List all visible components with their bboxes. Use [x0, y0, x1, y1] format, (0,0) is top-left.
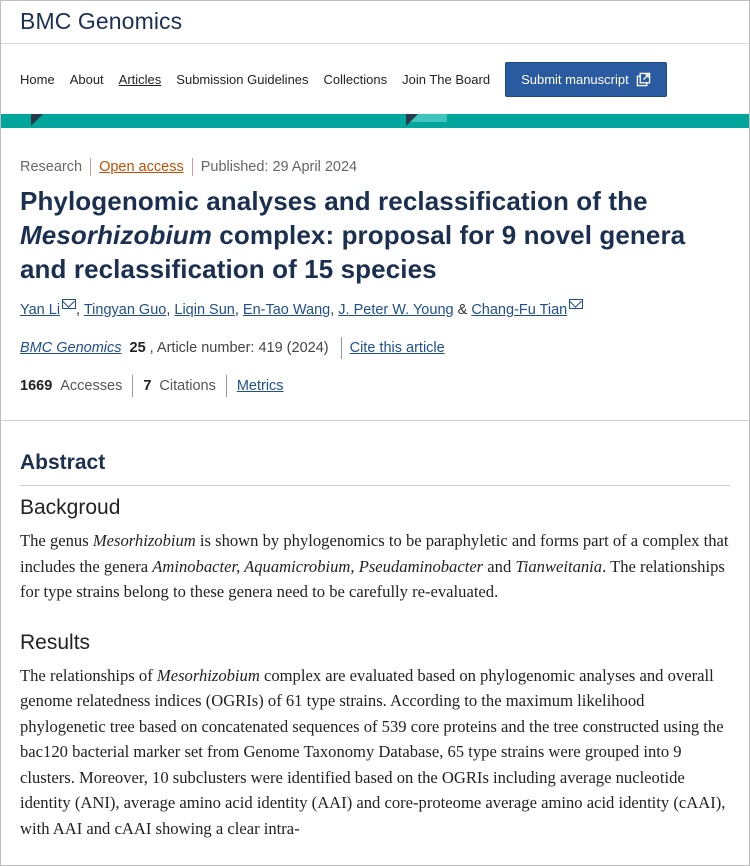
metrics-separator	[226, 375, 227, 397]
author-ampersand: &	[457, 302, 468, 318]
article-content	[1, 158, 749, 841]
accesses-count: 1669	[20, 378, 53, 394]
article-meta	[20, 158, 730, 176]
citations-label: Citations	[159, 378, 216, 394]
article-title	[20, 184, 730, 286]
external-link-icon	[636, 72, 651, 87]
metrics-link[interactable]: Metrics	[236, 378, 284, 394]
author-link[interactable]: Chang-Fu Tian	[471, 302, 568, 318]
italic-run: Aminobacter, Aquamicrobium, Pseudaminobacter	[152, 556, 484, 576]
abstract-heading: Abstract	[20, 451, 730, 486]
band-notch-middle	[406, 114, 418, 126]
section-divider	[1, 420, 749, 421]
site-header	[1, 1, 749, 44]
decorative-band	[1, 114, 749, 128]
accesses-label: Accesses	[60, 378, 123, 394]
citation-volume: 25	[129, 340, 146, 356]
text-run: The genus	[20, 531, 93, 550]
citations-count: 7	[143, 378, 152, 394]
title-part-1: Phylogenomic analyses and reclassification of the	[20, 186, 648, 216]
author-link[interactable]: En-Tao Wang	[242, 302, 331, 318]
nav-collections[interactable]: Collections	[323, 71, 388, 87]
nav-articles[interactable]: Articles	[118, 71, 162, 87]
email-icon[interactable]	[62, 299, 76, 309]
nav-about[interactable]: About	[69, 71, 104, 87]
open-access-link[interactable]: Open access	[99, 159, 184, 175]
submit-manuscript-button[interactable]	[505, 62, 667, 97]
text-run: complex are evaluated based on phylogenomic analyses and overall genome relatedness indices (OGRIs) of 61 type strains. According to the maximum likelihood phylogenetic tree based on concatenated sequences of 539 core proteins and the tree constructed using the bac120 bacterial marker set from Genome Taxonomy Database, 65 type strains were grouped into 9 clusters. Moreover, 10 subclusters were identified based on the OGRIs including average nucleotide identity (ANI), average amino acid identity (AAI) and core-proteome average amino acid identity (cAAI), with AAI and cAAI showing a clear intra-	[20, 665, 726, 838]
email-icon[interactable]	[569, 299, 583, 309]
text-run: . The relationships for type strains belong to these genera need to be carefully re-evaluated.	[20, 556, 725, 601]
meta-separator	[192, 158, 193, 176]
title-part-2: complex: proposal for 9 novel genera and reclassification of 15 species	[20, 220, 686, 284]
results-heading: Results	[20, 630, 91, 654]
metrics-separator	[132, 375, 133, 397]
italic-run: Mesorhizobium	[156, 665, 260, 685]
background-paragraph	[20, 528, 730, 605]
author-link[interactable]: Liqin Sun	[174, 302, 235, 318]
main-nav	[1, 44, 749, 114]
author-link[interactable]: Tingyan Guo	[83, 302, 167, 318]
text-run: The relationships of	[20, 665, 157, 685]
cite-this-article-link[interactable]: Cite this article	[349, 340, 445, 356]
citation-separator	[341, 337, 342, 359]
text-run: is shown by phylogenomics to be paraphyletic and forms part of a complex that includes the genera	[20, 531, 729, 576]
journal-logo[interactable]: BMC Genomics	[20, 8, 183, 34]
published-date: Published: 29 April 2024	[200, 159, 358, 175]
text-run: and	[483, 556, 516, 576]
meta-separator	[90, 158, 91, 176]
citation-line	[20, 337, 730, 359]
nav-join-the-board[interactable]: Join The Board	[402, 71, 491, 87]
results-paragraph	[20, 663, 730, 842]
background-heading: Backgroud	[20, 496, 121, 519]
title-italic: Mesorhizobium	[20, 220, 212, 250]
author-link[interactable]: Yan Li	[20, 302, 61, 318]
author-list: Yan Li , Tingyan Guo, Liqin Sun, En-Tao Wang, J. Peter W. Young & Chang-Fu Tian	[20, 300, 730, 320]
citation-journal-link[interactable]: BMC Genomics	[20, 340, 122, 356]
nav-submission-guidelines[interactable]: Submission Guidelines	[176, 71, 309, 87]
italic-run: Mesorhizobium	[92, 531, 196, 550]
author-link[interactable]: J. Peter W. Young	[338, 302, 454, 318]
band-notch-left	[31, 114, 43, 126]
metrics-line	[20, 375, 730, 397]
submit-manuscript-label: Submit manuscript	[521, 71, 629, 87]
italic-run: Tianweitania	[515, 556, 603, 576]
article-type: Research	[20, 159, 83, 175]
nav-home[interactable]: Home	[20, 71, 55, 87]
citation-article-number: , Article number: 419 (2024)	[149, 340, 329, 356]
